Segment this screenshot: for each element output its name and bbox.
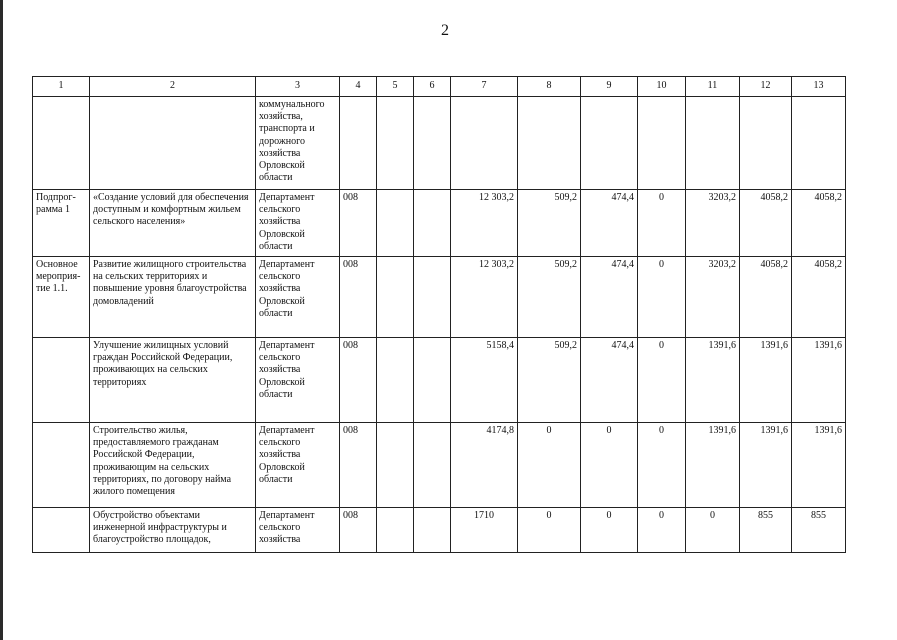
table-cell: 4058,2 bbox=[740, 257, 792, 338]
table-cell: Строительство жилья, предоставляемого гражданам Российской Федерации, проживающим на сельских территориях, по договору найма жилого помещения bbox=[90, 423, 256, 508]
table-cell: 855 bbox=[740, 508, 792, 553]
table-cell: 474,4 bbox=[581, 338, 638, 423]
table-cell: 4174,8 bbox=[451, 423, 518, 508]
table-cell: 0 bbox=[686, 508, 740, 553]
table-row bbox=[33, 97, 846, 190]
table-cell: 12 303,2 bbox=[451, 257, 518, 338]
table-cell: Департамент сельского хозяйства Орловской области bbox=[256, 190, 340, 257]
header-cell: 1 bbox=[33, 77, 90, 97]
table-cell bbox=[414, 190, 451, 257]
table-cell: «Создание условий для обеспечения доступным и комфортным жильем сельского населения» bbox=[90, 190, 256, 257]
header-cell: 2 bbox=[90, 77, 256, 97]
header-row bbox=[33, 77, 846, 97]
table-cell: 0 bbox=[638, 338, 686, 423]
table-cell bbox=[33, 338, 90, 423]
table-cell: Департамент сельского хозяйства Орловской области bbox=[256, 423, 340, 508]
table-cell bbox=[377, 97, 414, 190]
table-cell bbox=[377, 190, 414, 257]
table-cell: 008 bbox=[340, 338, 377, 423]
table-cell: 1391,6 bbox=[740, 423, 792, 508]
table-cell: 4058,2 bbox=[792, 190, 846, 257]
table-cell: 12 303,2 bbox=[451, 190, 518, 257]
table-cell: 509,2 bbox=[518, 338, 581, 423]
table-cell: 0 bbox=[581, 508, 638, 553]
table-row bbox=[33, 338, 846, 423]
table-cell: 0 bbox=[518, 508, 581, 553]
table-cell: 5158,4 bbox=[451, 338, 518, 423]
table-cell: 0 bbox=[518, 423, 581, 508]
table-cell bbox=[451, 97, 518, 190]
table-cell: 1391,6 bbox=[792, 423, 846, 508]
table-cell: 1391,6 bbox=[686, 338, 740, 423]
table-cell: 008 bbox=[340, 257, 377, 338]
header-cell: 10 bbox=[638, 77, 686, 97]
table-cell bbox=[33, 423, 90, 508]
table-cell bbox=[377, 257, 414, 338]
page-left-edge bbox=[0, 0, 3, 640]
table-cell bbox=[414, 338, 451, 423]
table-cell bbox=[638, 97, 686, 190]
table-cell bbox=[377, 423, 414, 508]
table-cell bbox=[377, 508, 414, 553]
table-cell: 3203,2 bbox=[686, 190, 740, 257]
table-row bbox=[33, 423, 846, 508]
table-cell bbox=[581, 97, 638, 190]
budget-table bbox=[32, 76, 846, 553]
table-cell bbox=[414, 423, 451, 508]
table-cell: 0 bbox=[638, 423, 686, 508]
header-cell: 8 bbox=[518, 77, 581, 97]
table-cell: 474,4 bbox=[581, 257, 638, 338]
table-row bbox=[33, 508, 846, 553]
table-cell bbox=[792, 97, 846, 190]
table-cell: 0 bbox=[638, 190, 686, 257]
table-cell: 3203,2 bbox=[686, 257, 740, 338]
table-cell bbox=[377, 338, 414, 423]
table-cell: 0 bbox=[638, 257, 686, 338]
table-cell bbox=[414, 97, 451, 190]
table-cell: 1391,6 bbox=[792, 338, 846, 423]
table-cell: 509,2 bbox=[518, 257, 581, 338]
table-cell: 0 bbox=[581, 423, 638, 508]
table-cell bbox=[414, 508, 451, 553]
table-cell: Основное мероприя-тие 1.1. bbox=[33, 257, 90, 338]
table-cell: 008 bbox=[340, 423, 377, 508]
table-row bbox=[33, 190, 846, 257]
header-cell: 4 bbox=[340, 77, 377, 97]
table-cell: 1710 bbox=[451, 508, 518, 553]
table-cell: 474,4 bbox=[581, 190, 638, 257]
header-cell: 13 bbox=[792, 77, 846, 97]
table-cell: Департамент сельского хозяйства Орловской области bbox=[256, 338, 340, 423]
page-number: 2 bbox=[441, 22, 449, 39]
table-cell: Развитие жилищного строительства на сельских территориях и повышение уровня благоустройства домовладений bbox=[90, 257, 256, 338]
table-cell: 855 bbox=[792, 508, 846, 553]
table-cell bbox=[33, 508, 90, 553]
table-cell: 4058,2 bbox=[792, 257, 846, 338]
table-cell: коммунального хозяйства, транспорта и дорожного хозяйства Орловской области bbox=[256, 97, 340, 190]
table-cell: Обустройство объектами инженерной инфраструктуры и благоустройство площадок, bbox=[90, 508, 256, 553]
header-cell: 5 bbox=[377, 77, 414, 97]
table-cell: 4058,2 bbox=[740, 190, 792, 257]
table-cell bbox=[340, 97, 377, 190]
table-cell bbox=[33, 97, 90, 190]
header-cell: 7 bbox=[451, 77, 518, 97]
table-cell bbox=[414, 257, 451, 338]
header-cell: 12 bbox=[740, 77, 792, 97]
table-cell bbox=[686, 97, 740, 190]
table-cell: 008 bbox=[340, 190, 377, 257]
header-cell: 11 bbox=[686, 77, 740, 97]
header-cell: 9 bbox=[581, 77, 638, 97]
table-cell: Подпрог-рамма 1 bbox=[33, 190, 90, 257]
table-cell: 1391,6 bbox=[686, 423, 740, 508]
table-cell: Улучшение жилищных условий граждан Российской Федерации, проживающих на сельских территориях bbox=[90, 338, 256, 423]
table-cell: Департамент сельского хозяйства Орловской области bbox=[256, 257, 340, 338]
table-cell bbox=[518, 97, 581, 190]
header-cell: 6 bbox=[414, 77, 451, 97]
header-cell: 3 bbox=[256, 77, 340, 97]
table-cell bbox=[90, 97, 256, 190]
table-cell: 0 bbox=[638, 508, 686, 553]
table-cell: 008 bbox=[340, 508, 377, 553]
table-cell: 509,2 bbox=[518, 190, 581, 257]
table-cell bbox=[740, 97, 792, 190]
table-row bbox=[33, 257, 846, 338]
table-cell: Департамент сельского хозяйства bbox=[256, 508, 340, 553]
table-cell: 1391,6 bbox=[740, 338, 792, 423]
